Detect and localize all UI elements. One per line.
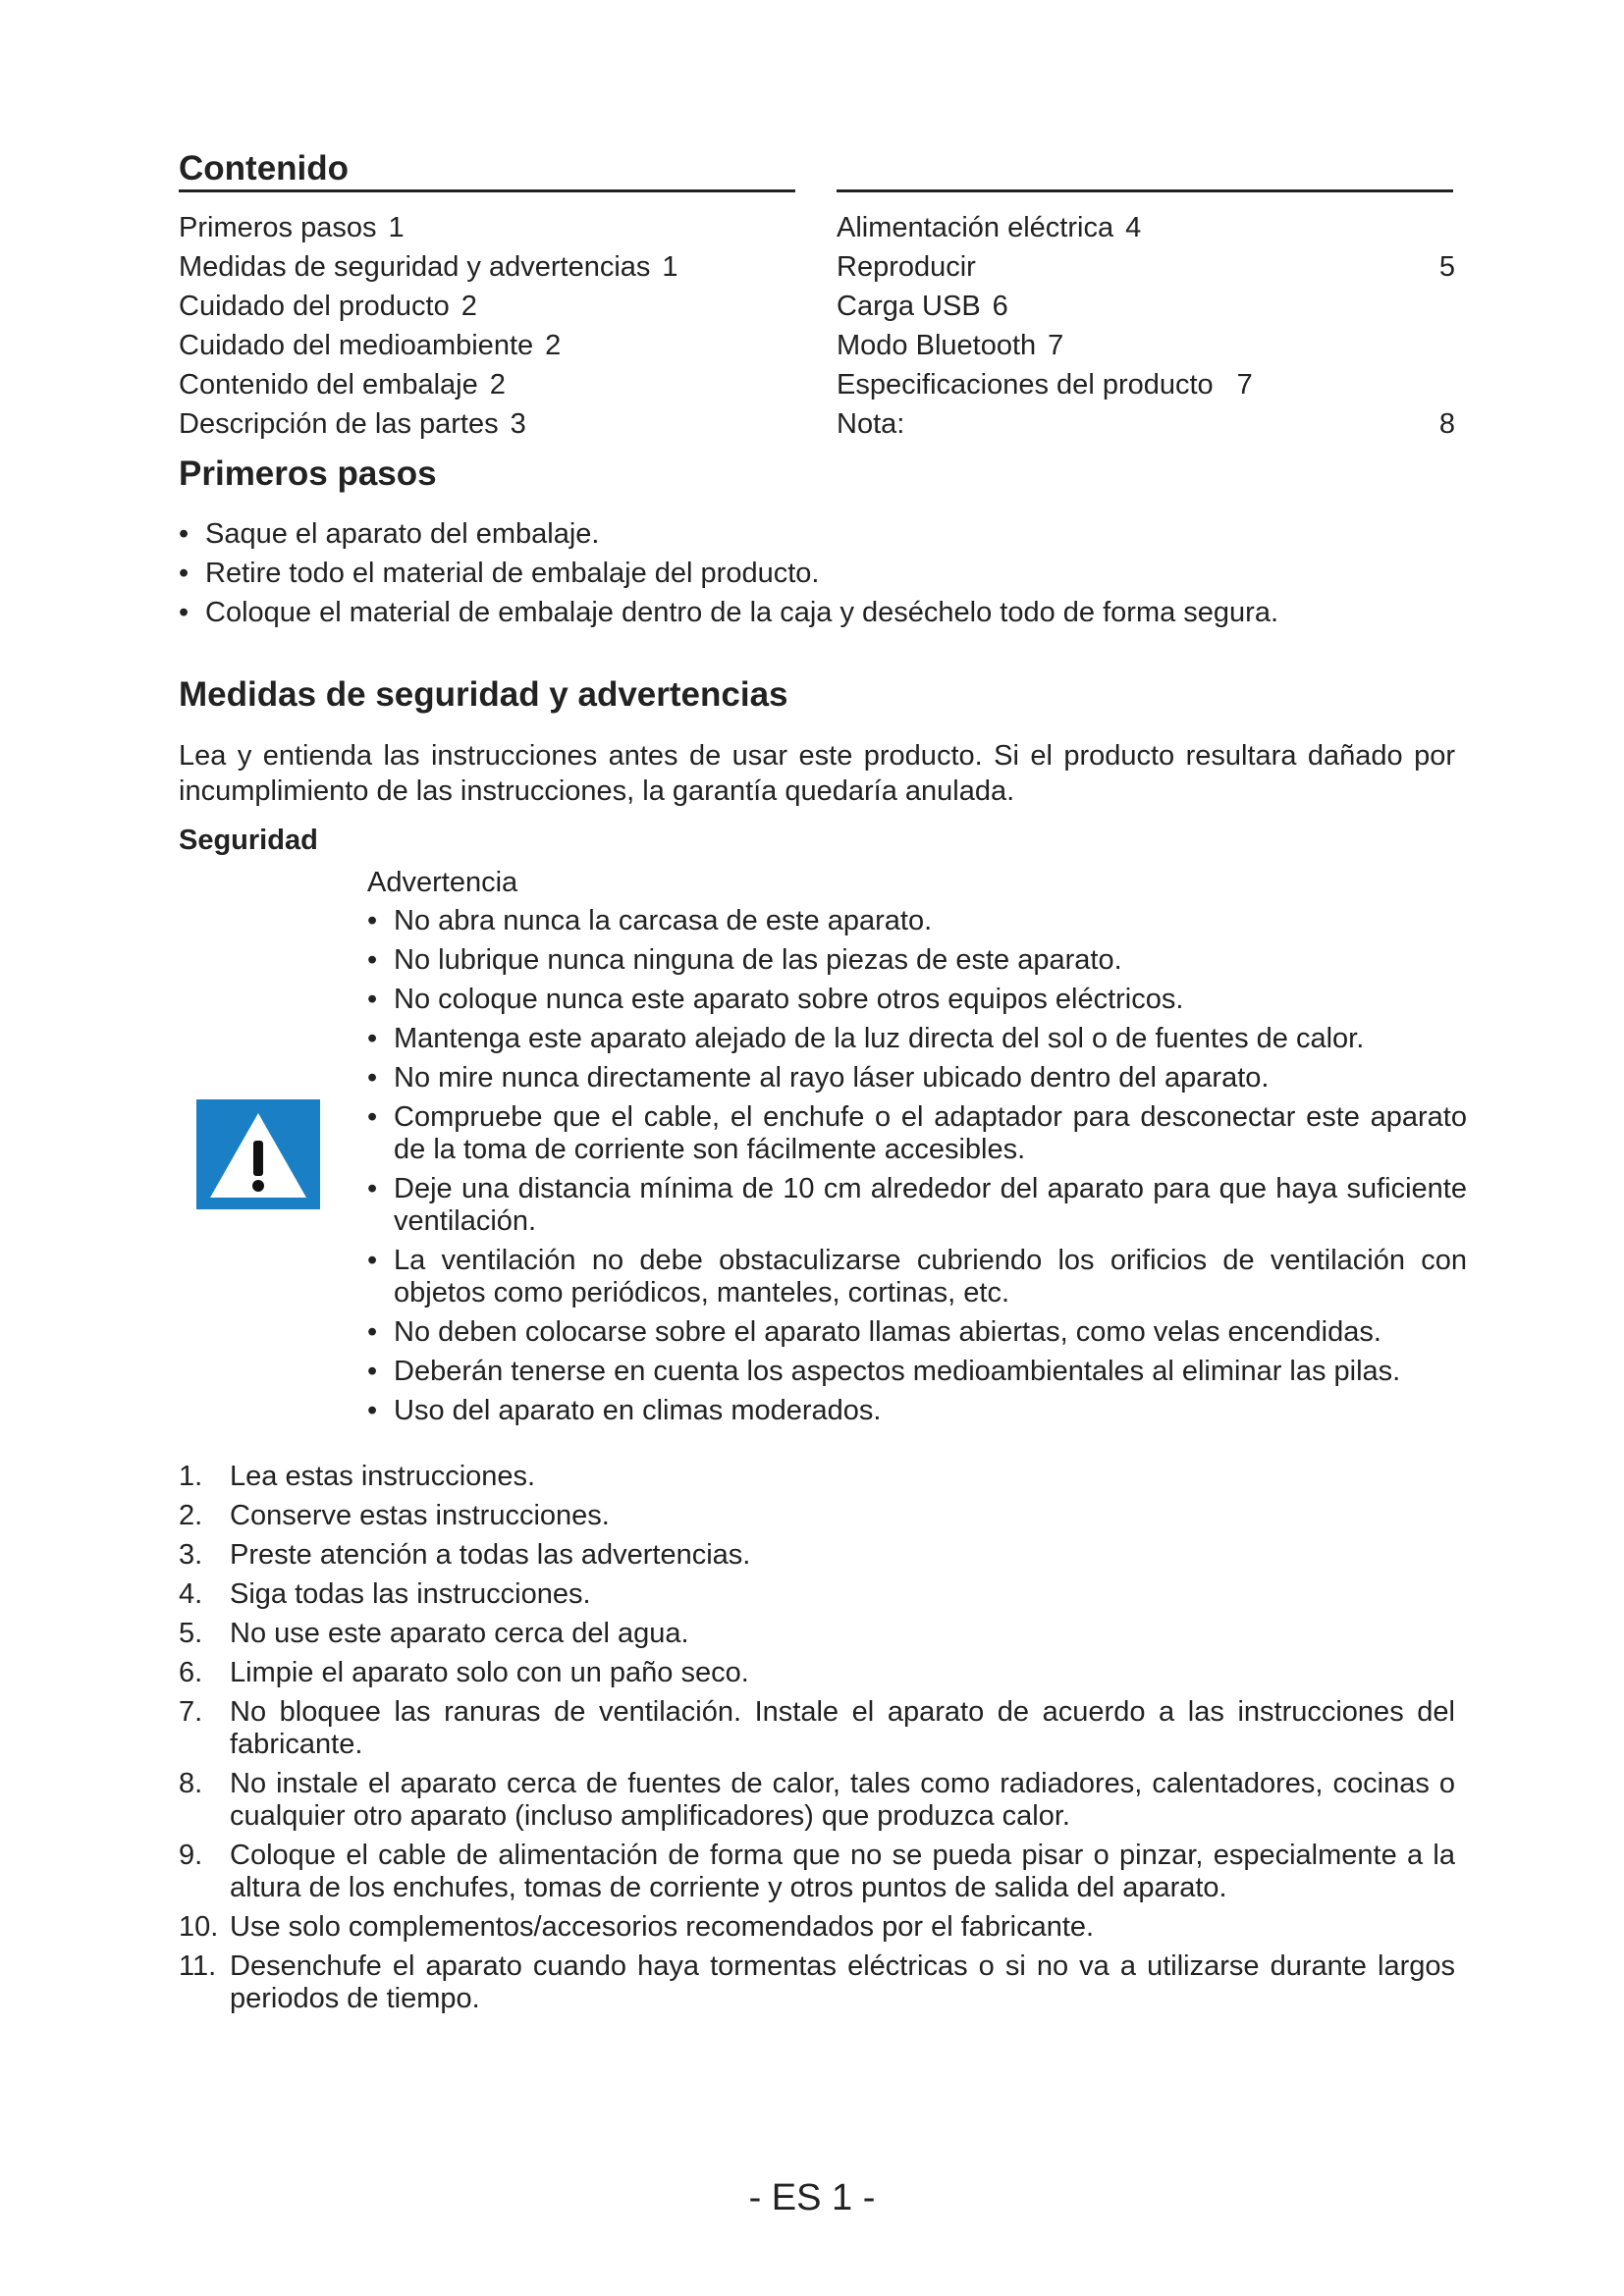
seguridad-intro: Lea y entienda las instrucciones antes de usar este producto. Si el producto resultara dañado por incumplimiento de las instrucciones, la garantía quedaría anulada.	[179, 740, 1455, 807]
toc-item: Descripción de las partes 3	[179, 408, 526, 440]
list-item: 9. Coloque el cable de alimentación de forma que no se pueda pisar o pinzar, especialmente a la altura de los enchufes, tomas de corriente y otros puntos de salida del aparato.	[179, 1840, 1455, 1903]
instructions-list	[179, 1461, 1455, 2022]
warning-list	[367, 905, 1467, 1434]
warning-label: Advertencia	[367, 867, 518, 898]
toc-item: Especificaciones del producto 7	[837, 369, 1253, 400]
list-item: • Coloque el material de embalaje dentro de la caja y deséchelo todo de forma segura.	[179, 593, 1455, 632]
list-item: • Uso del aparato en climas moderados.	[367, 1395, 1467, 1427]
page-number: - ES 1 -	[748, 2177, 876, 2218]
toc-item: Primeros pasos 1	[179, 212, 405, 243]
toc-item: Cuidado del producto 2	[179, 291, 477, 322]
list-item: 6. Limpie el aparato solo con un paño seco.	[179, 1657, 749, 1688]
list-item: 11. Desenchufe el aparato cuando haya tormentas eléctricas o si no va a utilizarse durante largos periodos de tiempo.	[179, 1950, 1455, 2014]
toc-item: Contenido del embalaje 2	[179, 369, 506, 400]
list-item: 5. No use este aparato cerca del agua.	[179, 1618, 689, 1649]
list-item: • No mire nunca directamente al rayo láser ubicado dentro del aparato.	[367, 1062, 1467, 1095]
list-item: • La ventilación no debe obstaculizarse cubriendo los orificios de ventilación con objetos como periódicos, manteles, cortinas, etc.	[367, 1245, 1467, 1309]
list-item: 4. Siga todas las instrucciones.	[179, 1578, 591, 1610]
list-item: 2. Conserve estas instrucciones.	[179, 1500, 610, 1531]
list-item: • No abra nunca la carcasa de este aparato.	[367, 905, 1467, 937]
list-item: • No deben colocarse sobre el aparato llamas abiertas, como velas encendidas.	[367, 1316, 1467, 1349]
toc-item: Carga USB 6	[837, 291, 1008, 322]
list-item: • No lubrique nunca ninguna de las piezas de este aparato.	[367, 944, 1467, 977]
list-item: 3. Preste atención a todas las advertencias.	[179, 1539, 751, 1571]
list-item: • Deje una distancia mínima de 10 cm alrededor del aparato para que haya suficiente ventilación.	[367, 1173, 1467, 1238]
toc-column-right	[837, 208, 1455, 444]
toc-heading: Contenido	[179, 149, 350, 187]
list-item: • Retire todo el material de embalaje del producto.	[179, 554, 1455, 593]
seguridad-heading: Medidas de seguridad y advertencias	[179, 675, 788, 714]
list-item: 8. No instale el aparato cerca de fuentes de calor, tales como radiadores, calentadores, cocinas o cualquier otro aparato (incluso amplificadores) que produzca calor.	[179, 1768, 1455, 1832]
list-item: 1. Lea estas instrucciones.	[179, 1461, 536, 1492]
toc-item: Reproducir 5	[837, 251, 1455, 283]
toc-item: Medidas de seguridad y advertencias 1	[179, 251, 678, 283]
toc-item: Alimentación eléctrica 4	[837, 212, 1142, 243]
toc-rule-left	[179, 189, 795, 192]
primeros-pasos-heading: Primeros pasos	[179, 454, 437, 493]
list-item: • Deberán tenerse en cuenta los aspectos medioambientales al eliminar las pilas.	[367, 1356, 1467, 1388]
list-item: 10. Use solo complementos/accesorios recomendados por el fabricante.	[179, 1911, 1095, 1943]
toc-item: Modo Bluetooth 7	[837, 330, 1064, 361]
list-item: • Mantenga este aparato alejado de la luz directa del sol o de fuentes de calor.	[367, 1023, 1467, 1055]
primeros-pasos-list	[179, 514, 1455, 632]
list-item: • Saque el aparato del embalaje.	[179, 514, 1455, 554]
toc-item: Cuidado del medioambiente 2	[179, 330, 562, 361]
toc-column-left	[179, 208, 729, 444]
list-item: • No coloque nunca este aparato sobre otros equipos eléctricos.	[367, 984, 1467, 1016]
warning-triangle-icon	[196, 1099, 320, 1209]
toc-item: Nota: 8	[837, 408, 1455, 440]
toc-rule-right	[837, 189, 1453, 192]
seguridad-subheading: Seguridad	[179, 825, 318, 856]
list-item: • Compruebe que el cable, el enchufe o el adaptador para desconectar este aparato de la toma de corriente son fácilmente accesibles.	[367, 1101, 1467, 1166]
list-item: 7. No bloquee las ranuras de ventilación. Instale el aparato de acuerdo a las instrucciones del fabricante.	[179, 1696, 1455, 1760]
